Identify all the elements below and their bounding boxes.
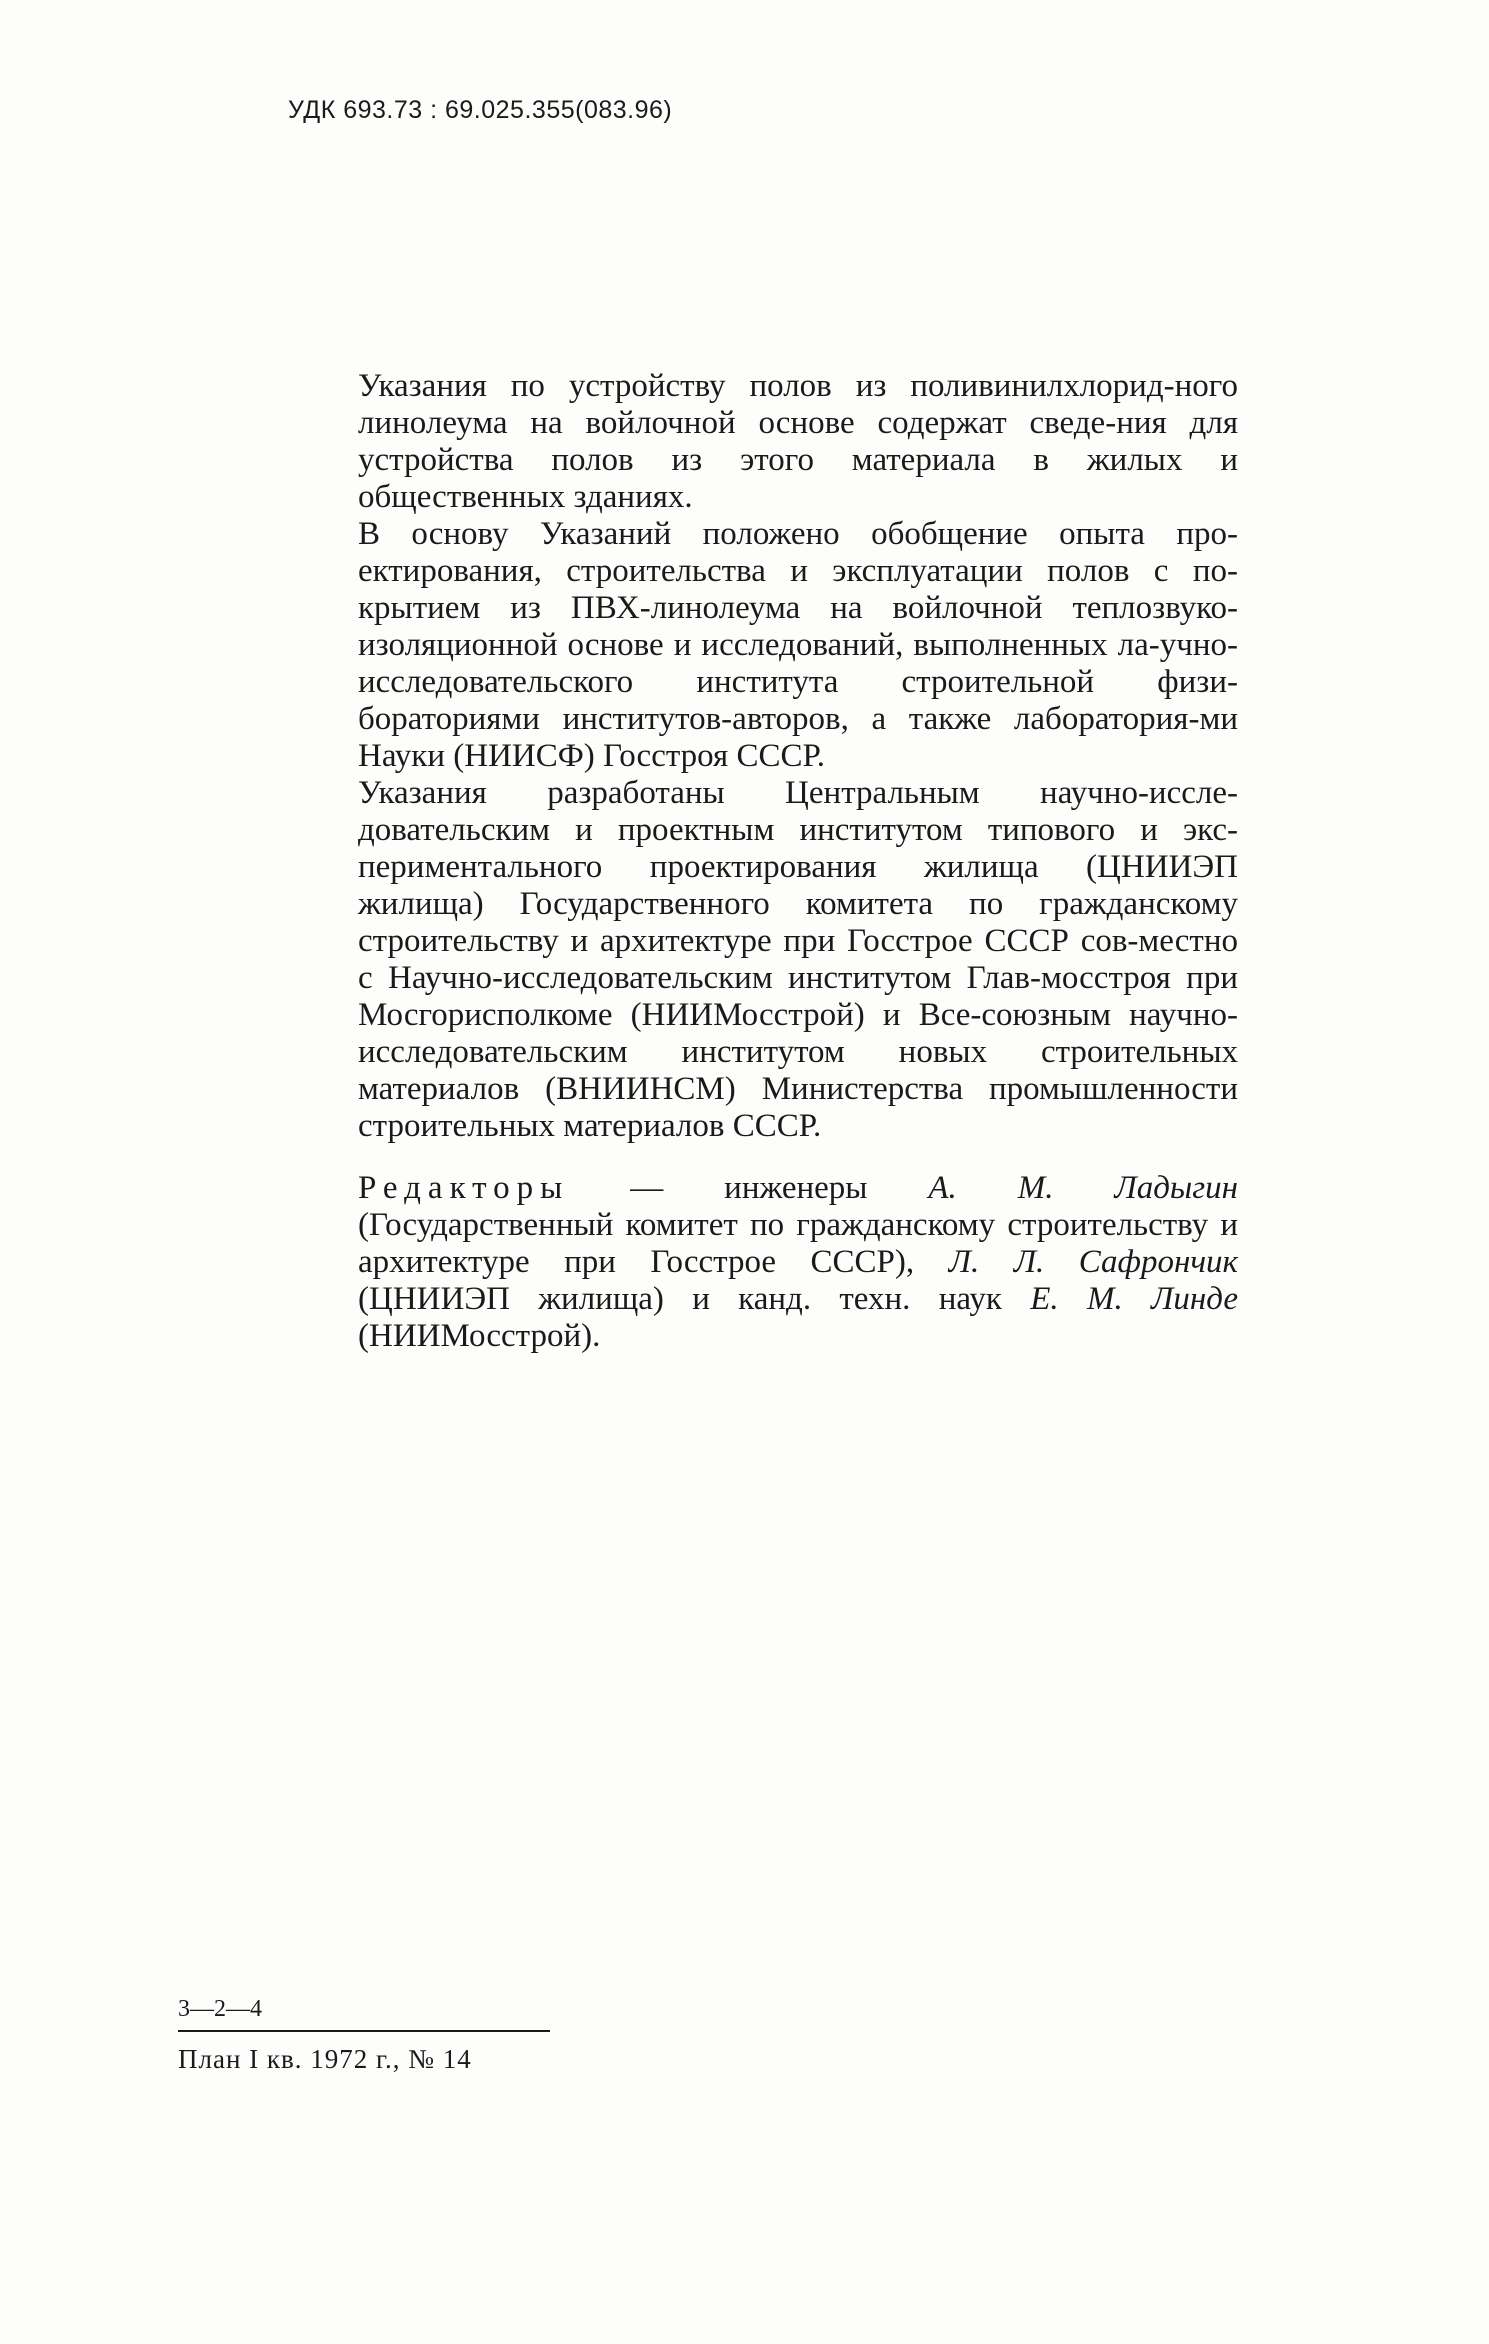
editor-name-3: Е. М. Линде: [1030, 1281, 1238, 1317]
paragraph-1-text: Указания по устройству полов из поливинилхлорид-ного линолеума на войлочной основе содержат сведе-ния для устройства полов из этого материала в жилых и общественных зданиях.: [358, 368, 1238, 515]
editor-org-3: (НИИМосстрой).: [358, 1318, 601, 1354]
editors-lead: Редакторы: [358, 1170, 570, 1206]
paragraph-2: [358, 516, 1238, 775]
paragraph-3: [358, 775, 1238, 1145]
editor-name-1: А. М. Ладыгин: [928, 1170, 1238, 1206]
footer-rule: [178, 2030, 550, 2032]
abstract-text: [358, 368, 1238, 1145]
editors-dash: — инженеры: [569, 1170, 929, 1206]
catalog-code: 3—2—4: [178, 1996, 262, 2022]
editor-org-2: (ЦНИИЭП жилища) и канд. техн. наук: [358, 1281, 1031, 1317]
publication-plan: План I кв. 1972 г., № 14: [178, 2044, 472, 2074]
udk-code: УДК 693.73 : 69.025.355(083.96): [288, 96, 673, 124]
editor-name-2: Л. Л. Сафрончик: [948, 1244, 1238, 1280]
editors-block: [358, 1170, 1238, 1355]
paragraph-3-text: Указания разработаны Центральным научно-иссле-довательским и проектным институтом типового и экс-периментального проектирования жилища (ЦНИИЭП жилища) Государственного комитета по гражданскому строительству и архитектуре при Госстрое СССР сов-местно с Научно-исследовательским институтом Глав-мосстроя при Мосгорисполкоме (НИИМосстрой) и Все-союзным научно-исследовательским институтом новых строительных материалов (ВНИИНСМ) Министерства промышленности строительных материалов СССР.: [358, 775, 1238, 1144]
paragraph-2-text: В основу Указаний положено обобщение опыта про-ектирования, строительства и эксплуатации полов с по-крытием из ПВХ-линолеума на войлочной теплозвуко-изоляционной основе и исследований, выполненных ла-учно-исследовательского института строительной физи-бораториями институтов-авторов, а также лаборатория-ми Науки (НИИСФ) Госстроя СССР.: [358, 516, 1238, 774]
paragraph-1: [358, 368, 1238, 516]
editor-org-1: (Государственный комитет по гражданскому строительству и архитектуре при Госстрое СССР),: [358, 1207, 1238, 1280]
